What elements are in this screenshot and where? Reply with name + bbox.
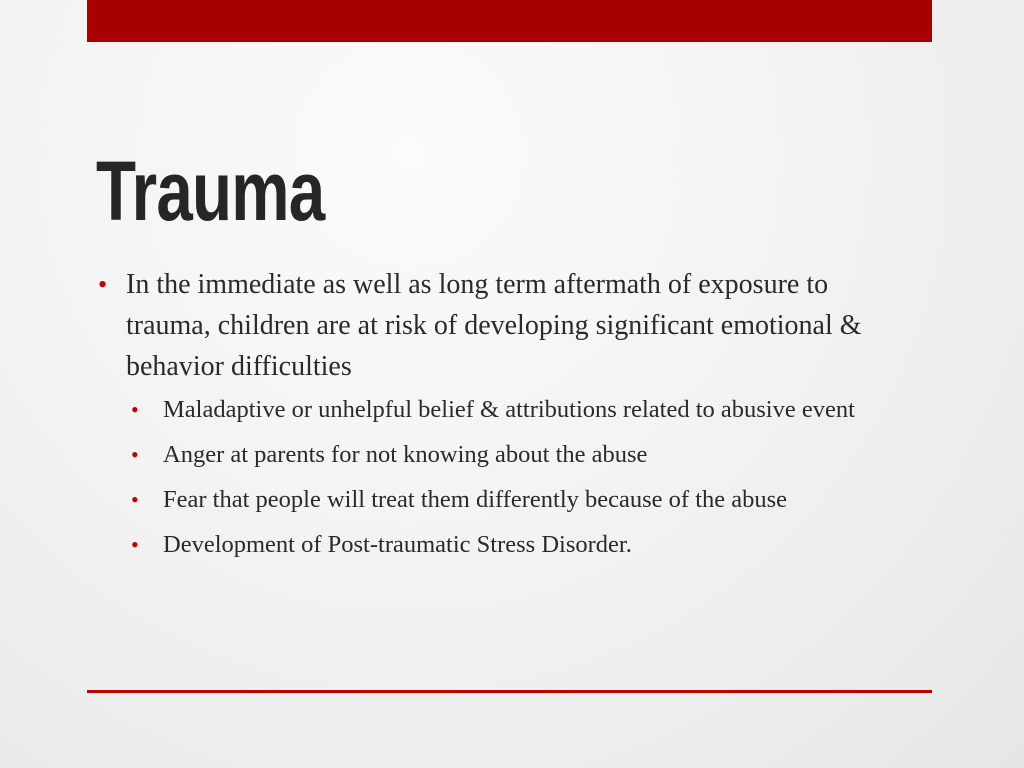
bullet-text: Maladaptive or unhelpful belief & attributions related to abusive event [163, 396, 855, 423]
bullet-text: Fear that people will treat them differently because of the abuse [163, 486, 788, 513]
bullet-item [98, 264, 898, 387]
slide-title: Trauma [96, 144, 325, 238]
sub-bullet-item [98, 391, 898, 429]
bullet-icon: • [131, 532, 139, 557]
slide-body [98, 264, 898, 571]
sub-bullet-item [98, 436, 898, 474]
bullet-icon: • [98, 270, 108, 299]
top-accent-bar [87, 0, 932, 42]
bullet-icon: • [131, 487, 139, 512]
bullet-text: In the immediate as well as long term aftermath of exposure to trauma, children are at risk of developing significant emotional & behavior difficulties [126, 269, 862, 382]
bullet-icon: • [131, 397, 139, 422]
sub-bullet-item [98, 526, 898, 564]
bullet-icon: • [131, 442, 139, 467]
bullet-text: Development of Post-traumatic Stress Disorder. [163, 531, 632, 558]
bullet-text: Anger at parents for not knowing about the abuse [163, 441, 648, 468]
bottom-divider [87, 690, 932, 693]
sub-bullet-item [98, 481, 898, 519]
